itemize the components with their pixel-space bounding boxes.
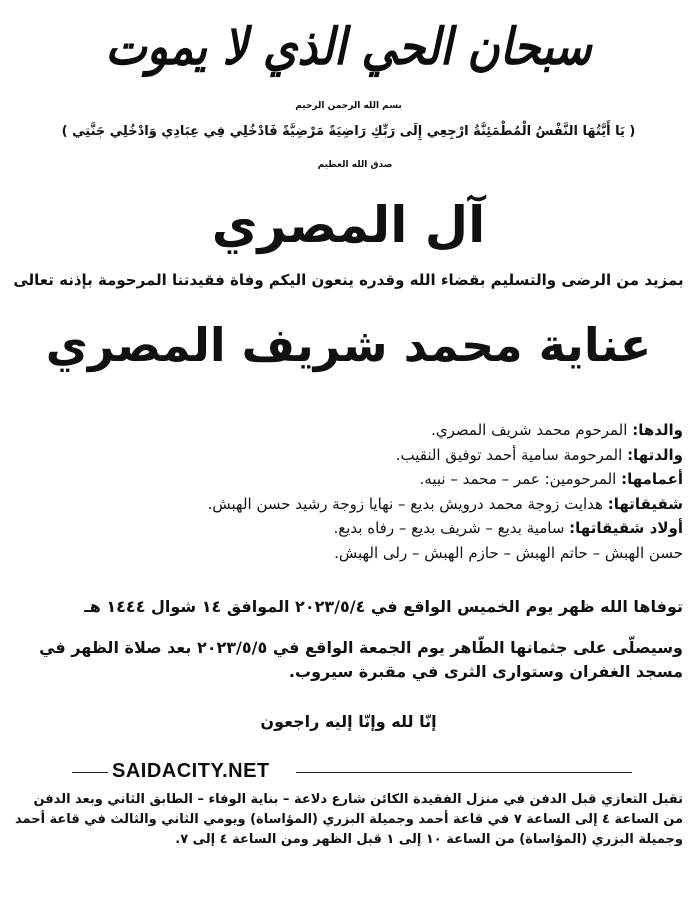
relative-row <box>13 418 683 443</box>
sadaq-allah: صدق الله العظيم <box>317 160 393 170</box>
relative-value: المرحومة سامية أحمد توفيق النقيب. <box>395 445 628 464</box>
relative-label: أولاد شقيقاتها: <box>569 519 683 537</box>
family-name: آل المصري <box>211 196 486 254</box>
basmala: بسم الله الرحمن الرحيم <box>295 101 402 111</box>
relative-label: والدها: <box>632 421 683 439</box>
relative-value: المرحومين: عمر – محمد – نبيه. <box>419 470 622 488</box>
funeral-prayer: وسيصلّى على جثمانها الطّاهر يوم الجمعة الواقع في ٢٠٢٣/٥/٥ بعد صلاة الظهر في مسجد الغفران وستوارى الثرى في مقبرة سيروب. <box>39 638 683 681</box>
relative-value: هدايت زوجة محمد درويش بديع – نهايا زوجة رشيد حسن الهبش. <box>207 494 608 513</box>
deceased-name: عناية محمد شريف المصري <box>45 318 652 372</box>
relative-label: أعمامها: <box>621 470 683 488</box>
condolences-info: تقبل التعازي قبل الدفن في منزل الفقيدة الكائن شارع دلاعة – بناية الوفاء – الطابق الثاني وبعد الدفن من الساعة ٤ إلى الساعة ٧ في قاعة أحمد وجميلة البزري (المؤاساة) ويومي الثاني والثالث في قاعة أحمد وجميلة البزري (المؤاساة) من الساعة ١٠ إلى ١ قبل الظهر ومن الساعة ٤ إلى ٧. <box>14 792 683 847</box>
intro-text: بمزيد من الرضى والتسليم بقضاء الله وقدره ينعون اليكم وفاة فقيدتنا المرحومة بإذنه تعالى <box>13 271 684 289</box>
calligraphy-header <box>0 8 697 86</box>
relatives-list <box>13 418 683 565</box>
divider-right <box>296 772 632 773</box>
relative-label: شقيقاتها: <box>607 494 683 513</box>
death-announcement: توفاها الله ظهر يوم الخميس الواقع في ٢٠٢٣/٥/٤ الموافق ١٤ شوال ١٤٤٤ هـ <box>84 597 683 616</box>
inna-lillah: إنّا لله وإنّا إليه راجعون <box>260 712 437 731</box>
quran-verse: ( يَا أَيَّتُهَا النَّفْسُ الْمُطْمَئِنَّةُ ارْجِعِي إِلَى رَبِّكِ رَاضِيَةً مَرْضِيَّةً فَادْخُلِي فِي عِبَادِي وَادْخُلِي جَنَّتِي ) <box>61 124 636 139</box>
site-watermark: SAIDACITY.NET <box>112 760 270 782</box>
calligraphy-text: سبحان الحي الذي لا يموت <box>105 17 592 77</box>
relative-row <box>13 492 683 517</box>
divider-left <box>72 772 108 773</box>
relative-value: المرحوم محمد شريف المصري. <box>431 421 633 439</box>
relative-value: سامية بديع – شريف بديع – رفاه بديع. <box>333 519 570 537</box>
relative-label: والدتها: <box>627 445 683 464</box>
relative-row <box>13 467 683 492</box>
relative-row <box>13 516 683 541</box>
relative-row <box>13 541 683 566</box>
watermark-row <box>72 760 632 784</box>
relative-row <box>13 443 683 468</box>
relative-value: حسن الهبش – حاتم الهبش – حازم الهبش – رلى الهبش. <box>334 543 683 562</box>
